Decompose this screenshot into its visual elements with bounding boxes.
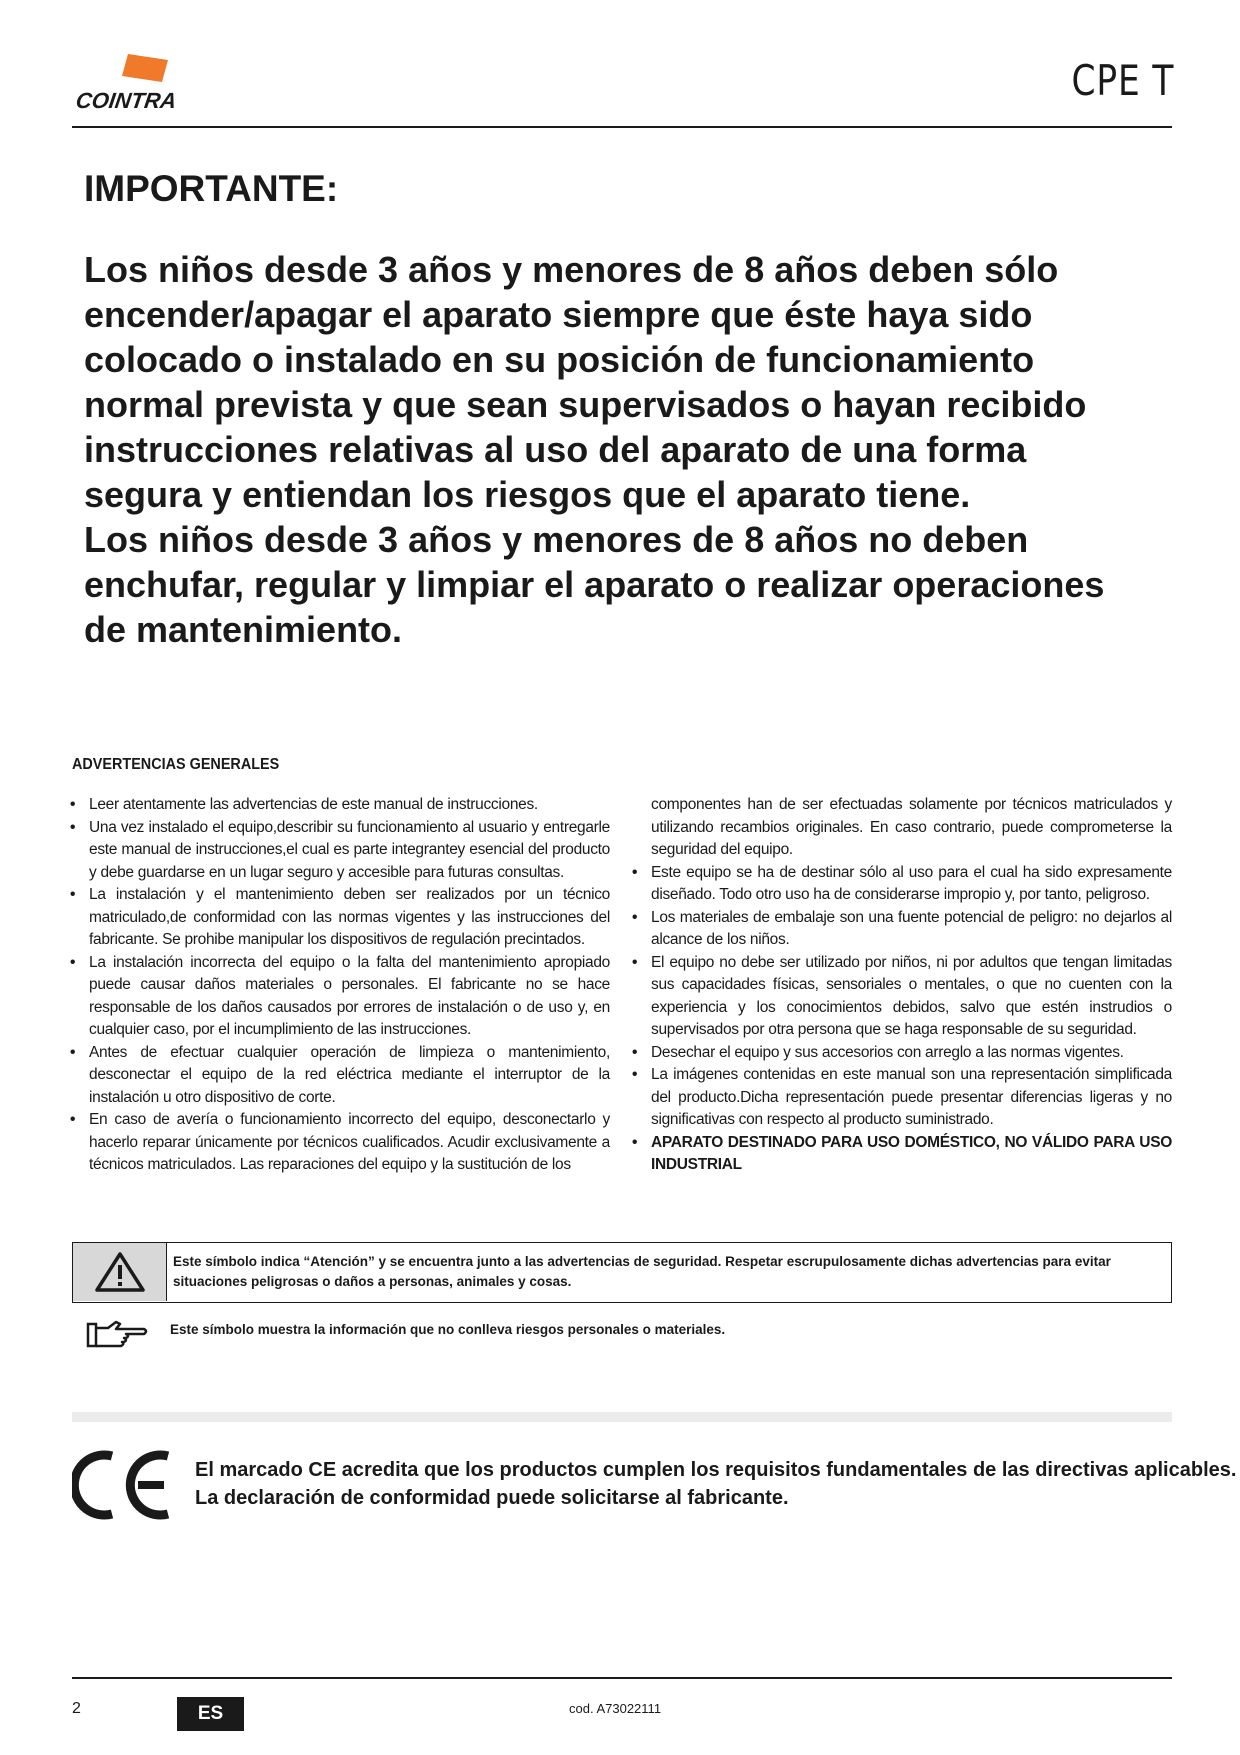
warnings-column-right xyxy=(632,794,1172,1177)
general-warnings-title: ADVERTENCIAS GENERALES xyxy=(72,756,280,773)
warning-item: • Este equipo se ha de destinar sólo al uso para el cual ha sido expresamente diseñado. Todo otro uso ha de considerarse impropio y, por tanto, peligroso. xyxy=(632,862,1172,907)
logo-flag-icon xyxy=(76,52,176,92)
warning-item: • La imágenes contenidas en este manual son una representación simplificada del producto.Dicha representación puede presentar diferencias ligeras y no significativas con respecto al producto suministrado. xyxy=(632,1064,1172,1132)
attention-symbol-text: Este símbolo indica “Atención” y se encuentra junto a las advertencias de seguridad. Respetar escrupulosamente dichas advertencias para evitar situaciones peligrosas o daños a personas, animales y cosas. xyxy=(173,1254,1111,1289)
important-line: instrucciones relativas al uso del aparato de una forma xyxy=(84,429,1027,470)
domestic-use-warning: • APARATO DESTINADO PARA USO DOMÉSTICO, NO VÁLIDO PARA USO INDUSTRIAL xyxy=(632,1132,1172,1177)
ce-statement xyxy=(195,1456,1236,1512)
warning-item: • Una vez instalado el equipo,describir su funcionamiento al usuario y entregarle este manual de instrucciones,el cual es parte integrantey esencial del producto y debe guardarse en un lugar seguro y accesible para futuras consultas. xyxy=(70,817,610,885)
language-badge: ES xyxy=(177,1697,244,1731)
important-title: IMPORTANTE: xyxy=(84,168,339,209)
logo-wordmark: COINTRA xyxy=(74,88,179,113)
important-line: de mantenimiento. xyxy=(84,609,403,650)
warning-item: • En caso de avería o funcionamiento incorrecto del equipo, desconectarlo y hacerlo reparar únicamente por técnicos cualificados. Acudir exclusivamente a técnicos matriculados. Las reparaciones del equipo y la sustitución de los xyxy=(70,1109,610,1177)
warning-item-continuation: componentes han de ser efectuadas solamente por técnicos matriculados y utilizando recambios originales. En caso contrario, puede comprometerse la seguridad del equipo. xyxy=(651,796,1172,858)
document-code: cod. A73022111 xyxy=(569,1701,662,1716)
header-divider xyxy=(72,126,1172,128)
pointing-hand-icon xyxy=(86,1318,150,1352)
ce-mark-icon xyxy=(72,1448,174,1522)
important-line: segura y entiendan los riesgos que el aparato tiene. xyxy=(84,474,971,515)
warning-item: • El equipo no debe ser utilizado por niños, ni por adultos que tengan limitadas sus capacidades físicas, sensoriales o mentales, o que no cuenten con la experiencia y los conocimientos debidos, salvo que estén instrudios o supervisados por otra persona que se haga responsable de su seguridad. xyxy=(632,952,1172,1042)
footer-divider xyxy=(72,1677,1172,1679)
important-line: enchufar, regular y limpiar el aparato o realizar operaciones xyxy=(84,564,1105,605)
warning-item: • La instalación y el mantenimiento deben ser realizados por un técnico matriculado,de conformidad con las normas vigentes y las instrucciones del fabricante. Se prohibe manipular los dispositivos de regulación precintados. xyxy=(70,884,610,952)
attention-symbol-box xyxy=(72,1242,1172,1303)
important-line: Los niños desde 3 años y menores de 8 años no deben xyxy=(84,519,1029,560)
ce-statement-line: La declaración de conformidad puede solicitarse al fabricante. xyxy=(195,1487,789,1509)
warning-item: • Desechar el equipo y sus accesorios con arreglo a las normas vigentes. xyxy=(632,1042,1172,1065)
section-divider-band xyxy=(72,1412,1172,1422)
page-number: 2 xyxy=(72,1700,81,1717)
info-symbol-text: Este símbolo muestra la información que no conlleva riesgos personales o materiales. xyxy=(170,1322,726,1337)
warnings-column-left xyxy=(70,794,610,1177)
warning-item: • Leer atentamente las advertencias de este manual de instrucciones. xyxy=(70,794,610,817)
model-name: CPE T xyxy=(1071,56,1174,105)
warning-item: • Antes de efectuar cualquier operación de limpieza o mantenimiento, desconectar el equipo de la red eléctrica mediante el interruptor de la instalación u otro dispositivo de corte. xyxy=(70,1042,610,1110)
cointra-logo xyxy=(74,52,179,113)
important-line: encender/apagar el aparato siempre que éste haya sido xyxy=(84,294,1033,335)
important-line: colocado o instalado en su posición de funcionamiento xyxy=(84,339,1035,380)
important-line: normal prevista y que sean supervisados o hayan recibido xyxy=(84,384,1087,425)
important-body xyxy=(84,247,1174,652)
warning-triangle-icon xyxy=(94,1251,146,1293)
attention-icon-cell xyxy=(73,1243,167,1301)
warning-item: • Los materiales de embalaje son una fuente potencial de peligro: no dejarlos al alcance de los niños. xyxy=(632,907,1172,952)
warning-item: • La instalación incorrecta del equipo o la falta del mantenimiento apropiado puede causar daños materiales o personales. El fabricante no se hace responsable de los daños causados por errores de instalación o de uso y, en cualquier caso, por el incumplimiento de las instrucciones. xyxy=(70,952,610,1042)
important-line: Los niños desde 3 años y menores de 8 años deben sólo xyxy=(84,249,1059,290)
ce-statement-line: El marcado CE acredita que los productos cumplen los requisitos fundamentales de las directivas aplicables. xyxy=(195,1459,1237,1481)
